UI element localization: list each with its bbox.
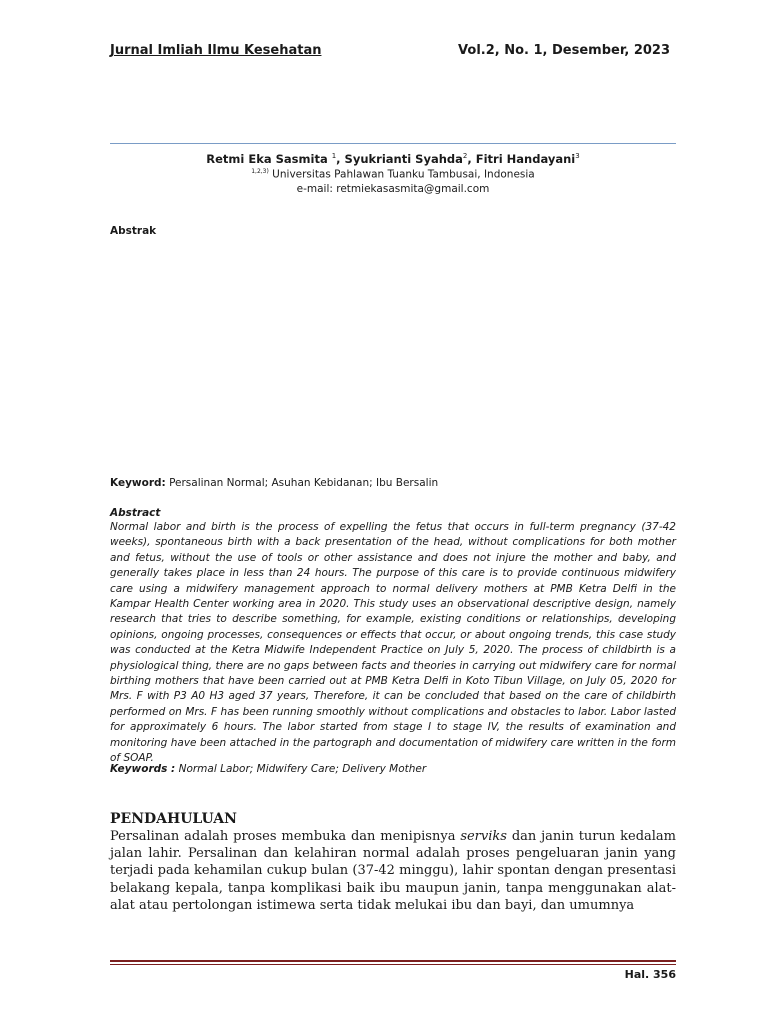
- journal-volume: Vol.2, No. 1, Desember, 2023: [458, 43, 670, 58]
- section-text-2: dan janin turun kedalam jalan lahir. Persalinan dan kelahiran normal adalah proses pengeluaran janin yang terjadi pada kehamilan cukup bulan (37-42 minggu), lahir spontan dengan presentasi belakang kepala, tanpa komplikasi baik ibu maupun janin, tanpa menggunakan alat-alat atau pertolongan istimewa serta tidak melukai ibu dan bayi, dan umumnya: [110, 829, 676, 913]
- page-number: Hal. 356: [624, 968, 676, 981]
- author-3-marker: 3: [575, 152, 580, 161]
- keywords-indonesian-text: Persalinan Normal; Asuhan Kebidanan; Ibu Bersalin: [165, 477, 439, 489]
- header-divider: [110, 143, 676, 144]
- keywords-indonesian-label: Keyword:: [110, 477, 166, 489]
- author-1: Retmi Eka Sasmita: [206, 152, 332, 166]
- section-title: PENDAHULUAN: [110, 811, 237, 827]
- author-2: , Syukrianti Syahda: [336, 152, 463, 166]
- abstrak-heading: Abstrak: [110, 225, 157, 237]
- affiliation-text: Universitas Pahlawan Tuanku Tambusai, Indonesia: [268, 168, 535, 181]
- author-1-marker: 1: [331, 152, 337, 161]
- author-2-marker: 2: [462, 152, 468, 161]
- section-paragraph: [110, 828, 676, 914]
- footer-divider-thin: [110, 964, 676, 965]
- affiliation: [110, 168, 676, 181]
- keywords-english-text: Normal Labor; Midwifery Care; Delivery Mother: [175, 763, 427, 775]
- keywords-english-label: Keywords :: [110, 763, 176, 775]
- author-list: [110, 152, 676, 166]
- keywords-english: [110, 763, 426, 775]
- section-text-italic: serviks: [460, 829, 507, 844]
- section-text-1: Persalinan adalah proses membuka dan menipisnya: [110, 829, 461, 844]
- keywords-indonesian: [110, 477, 438, 489]
- journal-title: Jurnal Imliah Ilmu Kesehatan: [110, 43, 322, 58]
- footer-divider-thick: [110, 960, 676, 962]
- author-email: e-mail: retmiekasasmita@gmail.com: [296, 183, 490, 195]
- abstract-body: Normal labor and birth is the process of expelling the fetus that occurs in full-term pregnancy (37-42 weeks), spontaneous birth with a back presentation of the head, without complications for both mother and fetus, without the use of tools or other assistance and does not injure the mother and baby, and generally takes place in less than 24 hours. The purpose of this care is to provide continuous midwifery care using a midwifery management approach to normal delivery mothers at PMB Ketra Delfi in the Kampar Health Center working area in 2020. This study uses an observational descriptive design, namely research that tries to describe something, for example, existing conditions or relationships, developing opinions, ongoing processes, consequences or effects that occur, or about ongoing trends, this case study was conducted at the Ketra Midwife Independent Practice on July 5, 2020. The process of childbirth is a physiological thing, there are no gaps between facts and theories in carrying out midwifery care for normal birthing mothers that have been carried out at PMB Ketra Delfi in Koto Tibun Village, on July 05, 2020 for Mrs. F with P3 A0 H3 aged 37 years, Therefore, it can be concluded that based on the care of childbirth performed on Mrs. F has been running smoothly without complications and obstacles to labor. Labor lasted for approximately 6 hours. The labor started from stage I to stage IV, the results of examination and monitoring have been attached in the partograph and documentation of midwifery care written in the form of SOAP.: [110, 521, 676, 765]
- author-3: , Fitri Handayani: [467, 152, 576, 166]
- affiliation-marker: 1,2,3): [251, 168, 269, 175]
- abstract-heading: Abstract: [110, 507, 161, 519]
